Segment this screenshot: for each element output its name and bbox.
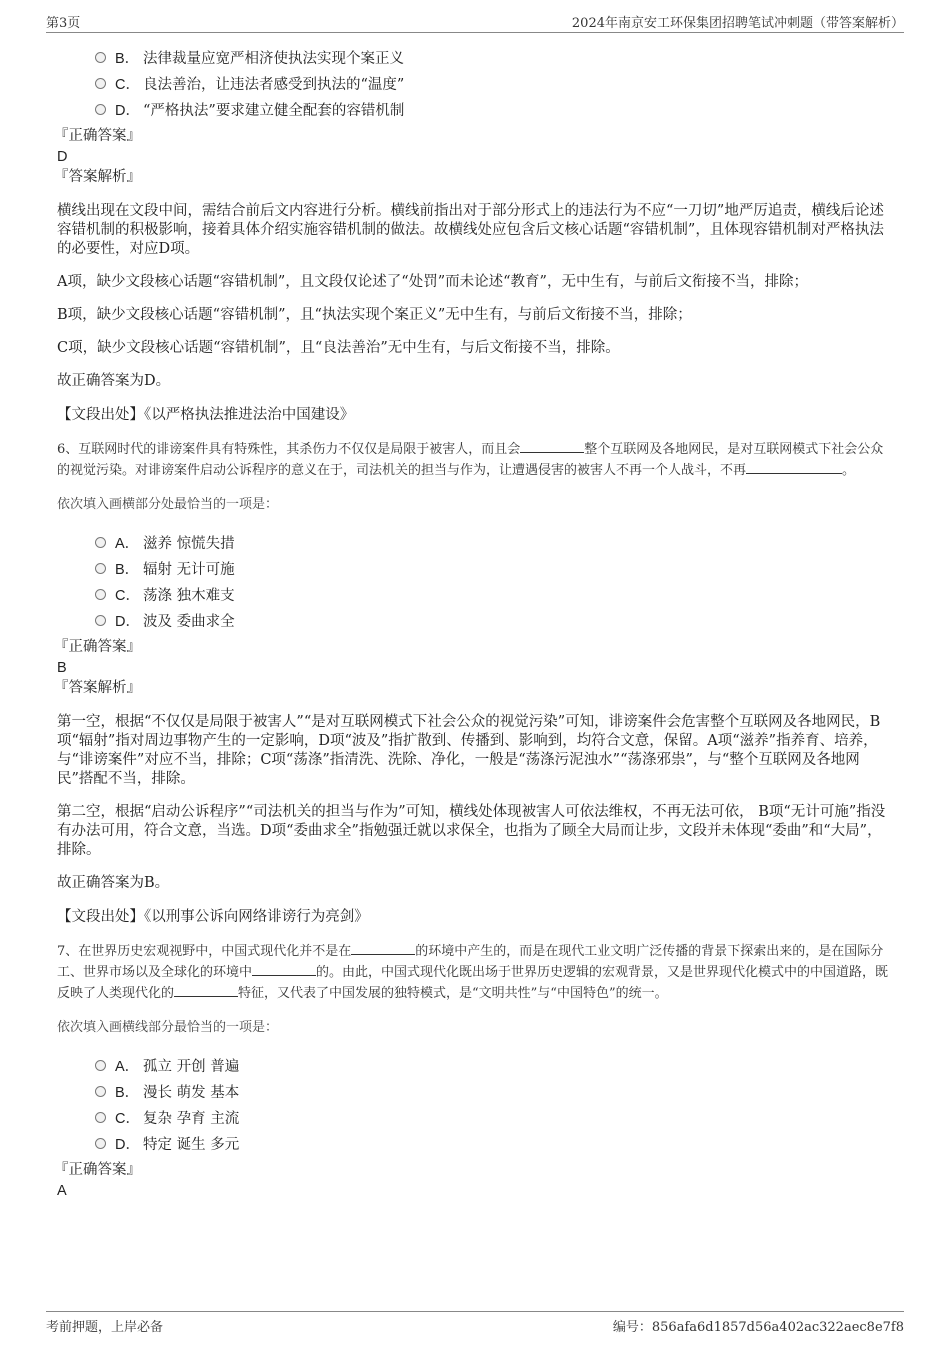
radio-icon[interactable] — [95, 52, 106, 63]
radio-icon[interactable] — [95, 589, 106, 600]
source-citation: 【文段出处】《以严格执法推进法治中国建设》 — [57, 407, 355, 423]
fill-blank — [252, 962, 316, 976]
q5-option-b[interactable]: B． 法律裁量应宽严相济使执法实现个案正义 — [95, 44, 890, 70]
analysis-paragraph: 横线出现在文段中间，需结合前后文内容进行分析。横线前指出对于部分形式上的违法行为不应“一刀切”地严厉追责，横线后论述容错机制的积极影响，接着具体介绍实施容错机制的做法。故横线处应包含后文核心话题“容错机制”，且体现容错机制对严格执法的必要性，对应D项。 — [57, 203, 884, 257]
q7-option-d[interactable]: D． 特定 诞生 多元 — [95, 1130, 890, 1156]
analysis-paragraph: C项，缺少文段核心话题“容错机制”，且“良法善治”无中生有，与后文衔接不当，排除。 — [57, 340, 620, 356]
q5-option-d[interactable]: D． “严格执法”要求建立健全配套的容错机制 — [95, 96, 890, 122]
q6-option-c[interactable]: C． 荡涤 独木难支 — [95, 581, 890, 607]
analysis-paragraph: A项，缺少文段核心话题“容错机制”，且文段仅论述了“处罚”而未论述“教育”，无中生有，与前后文衔接不当，排除； — [57, 274, 808, 290]
document-id: 编号：856afa6d1857d56a402ac322aec8e7f8 — [612, 1320, 904, 1335]
page-header — [46, 12, 904, 33]
radio-icon[interactable] — [95, 537, 106, 548]
analysis-conclusion: 故正确答案为D。 — [57, 373, 171, 389]
q7-option-a[interactable]: A． 孤立 开创 普遍 — [95, 1052, 890, 1078]
answer-value: A — [57, 1183, 67, 1199]
answer-label: 『正确答案』 — [54, 128, 141, 144]
q7-option-b[interactable]: B． 漫长 萌发 基本 — [95, 1078, 890, 1104]
analysis-paragraph: B项，缺少文段核心话题“容错机制”，且“执法实现个案正义”无中生有，与前后文衔接不当，排除； — [57, 307, 692, 323]
q5-options — [57, 44, 890, 122]
page-number: 第3页 — [46, 16, 81, 31]
answer-value: B — [57, 660, 67, 676]
q6-options — [57, 529, 890, 633]
document-title: 2024年南京安工环保集团招聘笔试冲刺题（带答案解析） — [571, 16, 904, 31]
page-footer — [46, 1311, 904, 1340]
analysis-paragraph: 第一空，根据“不仅仅是局限于被害人”“是对互联网模式下社会公众的视觉污染”可知，诽谤案件会危害整个互联网及各地网民，B项“辐射”指对周边事物产生的一定影响，D项“波及”指扩散到、传播到、影响到，均符合文意，保留。A项“滋养”指养育、培养，与“诽谤案件”对应不当，排除；C项“荡涤”指清洗、洗除、净化，一般是“荡涤污泥浊水”“荡涤邪祟”，与“整个互联网及各地网民”搭配不当，排除。 — [57, 714, 881, 787]
analysis-label: 『答案解析』 — [54, 169, 141, 185]
q5-option-c[interactable]: C． 良法善治，让违法者感受到执法的“温度” — [95, 70, 890, 96]
radio-icon[interactable] — [95, 1112, 106, 1123]
radio-icon[interactable] — [95, 1138, 106, 1149]
document-body — [54, 44, 890, 1201]
question-prompt: 依次填入画横线部分最恰当的一项是： — [57, 1020, 279, 1035]
radio-icon[interactable] — [95, 563, 106, 574]
q6-option-a[interactable]: A． 滋养 惊慌失措 — [95, 529, 890, 555]
q6-option-b[interactable]: B． 辐射 无计可施 — [95, 555, 890, 581]
footer-slogan: 考前押题，上岸必备 — [46, 1320, 164, 1335]
fill-blank — [174, 983, 238, 997]
answer-value: D — [57, 149, 68, 165]
fill-blank — [351, 941, 415, 955]
fill-blank — [520, 439, 584, 453]
question-stem: 7、在世界历史宏观视野中，中国式现代化并不是在 的环境中产生的，而是在现代工业文明广泛传播的背景下探索出来的，是在国际分工、世界市场以及全球化的环境中 的。由此，中国式现代化既出场于世界历史逻辑的宏观背景，又是世界现代化模式中的中国道路，既反映了人类现代化的 特征，又代表了中国发展的独特模式，是“文明共性”与“中国特色”的统一。 — [57, 941, 890, 1004]
analysis-conclusion: 故正确答案为B。 — [57, 875, 170, 891]
source-citation: 【文段出处】《以刑事公诉向网络诽谤行为亮剑》 — [57, 909, 369, 925]
question-stem: 6、互联网时代的诽谤案件具有特殊性，其杀伤力不仅仅是局限于被害人，而且会 整个互联网及各地网民，是对互联网模式下社会公众的视觉污染。对诽谤案件启动公诉程序的意义在于，司法机关的担当与作为，让遭遇侵害的被害人不再一个人战斗，不再 。 — [57, 439, 890, 481]
radio-icon[interactable] — [95, 1060, 106, 1071]
answer-label: 『正确答案』 — [54, 1162, 141, 1178]
radio-icon[interactable] — [95, 1086, 106, 1097]
question-prompt: 依次填入画横部分处最恰当的一项是： — [57, 497, 279, 512]
q6-option-d[interactable]: D． 波及 委曲求全 — [95, 607, 890, 633]
q7-option-c[interactable]: C． 复杂 孕育 主流 — [95, 1104, 890, 1130]
fill-blank — [746, 460, 842, 474]
analysis-label: 『答案解析』 — [54, 680, 141, 696]
radio-icon[interactable] — [95, 104, 106, 115]
radio-icon[interactable] — [95, 78, 106, 89]
analysis-paragraph: 第二空，根据“启动公诉程序”“司法机关的担当与作为”可知，横线处体现被害人可依法维权，不再无法可依， B项“无计可施”指没有办法可用，符合文意，当选。D项“委曲求全”指勉强迁就以求保全，也指为了顾全大局而让步，文段并未体现“委曲”和“大局”，排除。 — [57, 804, 886, 858]
answer-label: 『正确答案』 — [54, 639, 141, 655]
q7-options — [57, 1052, 890, 1156]
radio-icon[interactable] — [95, 615, 106, 626]
